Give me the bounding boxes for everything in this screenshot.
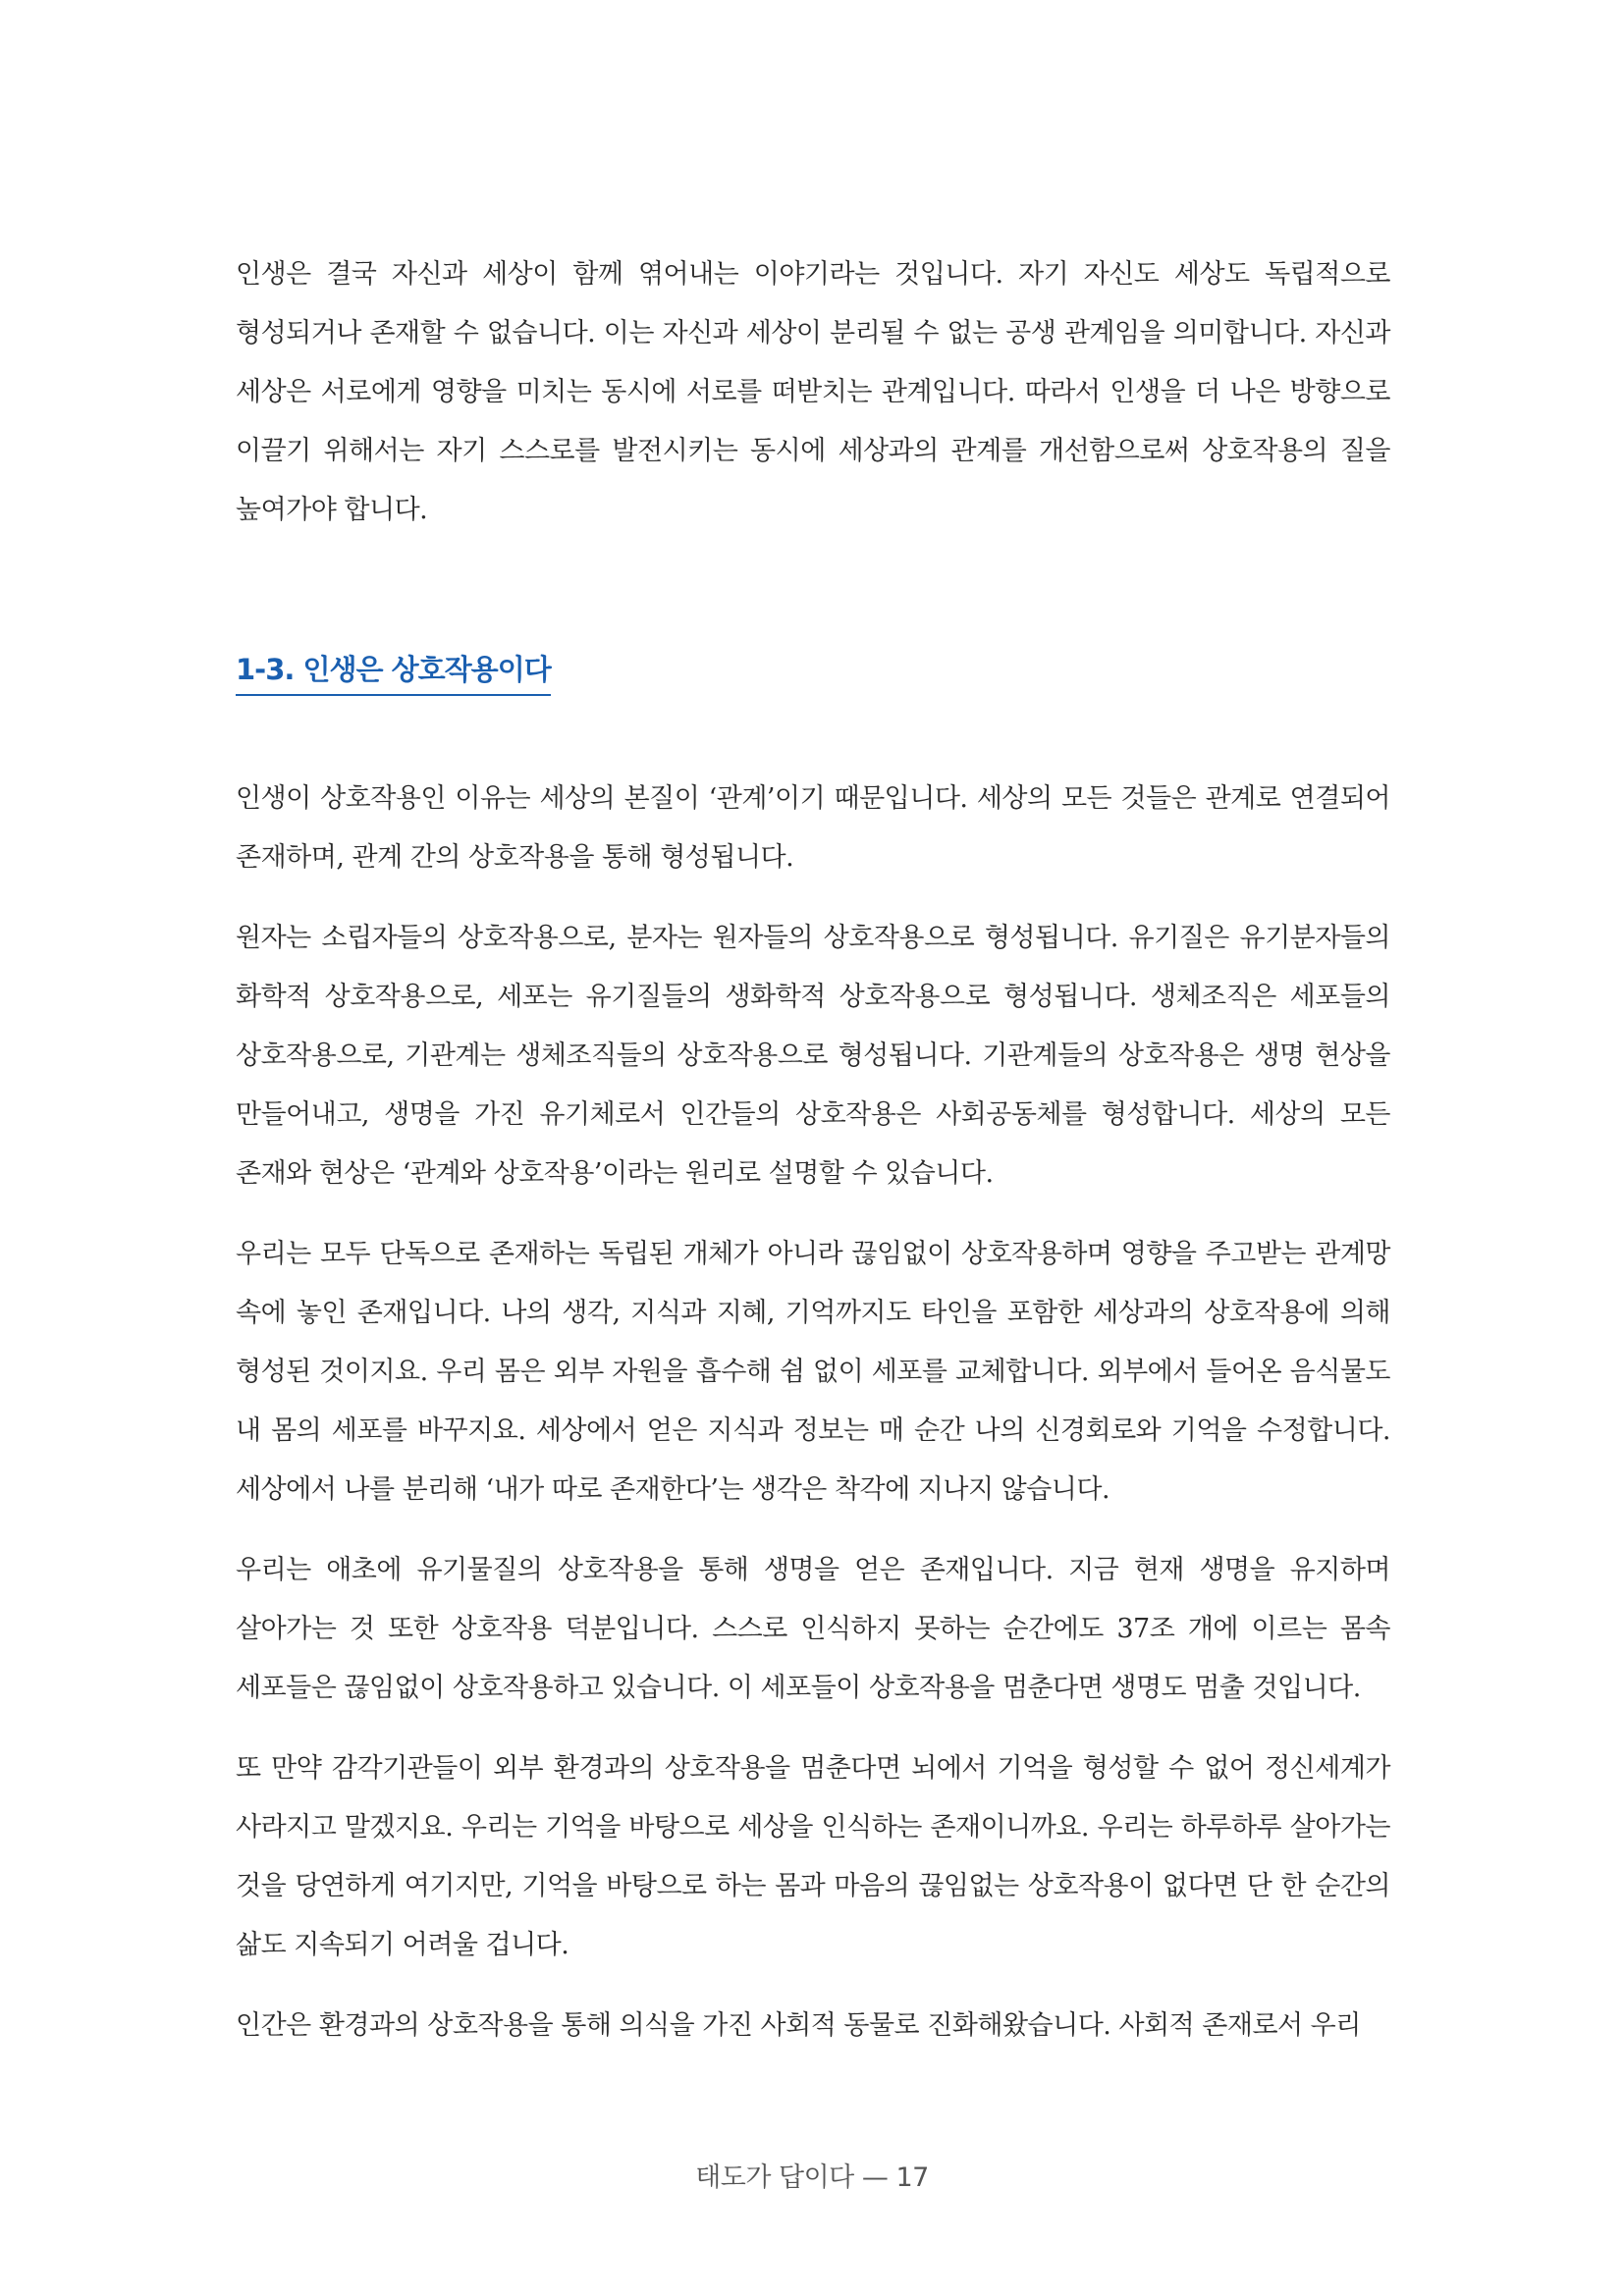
- page-footer: [0, 2156, 1624, 2194]
- footer-separator: —: [861, 2163, 889, 2193]
- section-paragraph-6: 인간은 환경과의 상호작용을 통해 의식을 가진 사회적 동물로 진화해왔습니다. 사회적 존재로서 우리: [236, 2010, 1361, 2041]
- page-number: 17: [895, 2163, 929, 2193]
- intro-paragraph: 인생은 결국 자신과 세상이 함께 엮어내는 이야기라는 것입니다. 자기 자신도 세상도 독립적으로 형성되거나 존재할 수 없습니다. 이는 자신과 세상이 분리될 수 없는 공생 관계임을 의미합니다. 자신과 세상은 서로에게 영향을 미치는 동시에 서로를 떠받치는 관계입니다. 따라서 인생을 더 나은 방향으로 이끌기 위해서는 자기 스스로를 발전시키는 동시에 세상과의 관계를 개선함으로써 상호작용의 질을 높여가야 합니다.: [236, 259, 1390, 525]
- section-paragraph-4: 우리는 애초에 유기물질의 상호작용을 통해 생명을 얻은 존재입니다. 지금 현재 생명을 유지하며 살아가는 것 또한 상호작용 덕분입니다. 스스로 인식하지 못하는 순간에도 37조 개에 이르는 몸속 세포들은 끊임없이 상호작용하고 있습니다. 이 세포들이 상호작용을 멈춘다면 생명도 멈출 것입니다.: [236, 1555, 1390, 1703]
- section-heading: 1-3. 인생은 상호작용이다: [236, 648, 551, 696]
- section-paragraph-3: 우리는 모두 단독으로 존재하는 독립된 개체가 아니라 끊임없이 상호작용하며 영향을 주고받는 관계망 속에 놓인 존재입니다. 나의 생각, 지식과 지혜, 기억까지도 타인을 포함한 세상과의 상호작용에 의해 형성된 것이지요. 우리 몸은 외부 자원을 흡수해 쉼 없이 세포를 교체합니다. 외부에서 들어온 음식물도 내 몸의 세포를 바꾸지요. 세상에서 얻은 지식과 정보는 매 순간 나의 신경회로와 기억을 수정합니다. 세상에서 나를 분리해 ‘내가 따로 존재한다’는 생각은 착각에 지나지 않습니다.: [236, 1239, 1390, 1505]
- section-paragraph-1: 인생이 상호작용인 이유는 세상의 본질이 ‘관계’이기 때문입니다. 세상의 모든 것들은 관계로 연결되어 존재하며, 관계 간의 상호작용을 통해 형성됩니다.: [236, 783, 1390, 873]
- section-paragraph-2: 원자는 소립자들의 상호작용으로, 분자는 원자들의 상호작용으로 형성됩니다. 유기질은 유기분자들의 화학적 상호작용으로, 세포는 유기질들의 생화학적 상호작용으로 형성됩니다. 생체조직은 세포들의 상호작용으로, 기관계는 생체조직들의 상호작용으로 형성됩니다. 기관계들의 상호작용은 생명 현상을 만들어내고, 생명을 가진 유기체로서 인간들의 상호작용은 사회공동체를 형성합니다. 세상의 모든 존재와 현상은 ‘관계와 상호작용’이라는 원리로 설명할 수 있습니다.: [236, 923, 1390, 1189]
- footer-book-title: 태도가 답이다: [695, 2163, 854, 2193]
- page-content: [236, 245, 1390, 2077]
- section-heading-wrap: [236, 648, 1390, 695]
- section-paragraph-5: 또 만약 감각기관들이 외부 환경과의 상호작용을 멈춘다면 뇌에서 기억을 형성할 수 없어 정신세계가 사라지고 말겠지요. 우리는 기억을 바탕으로 세상을 인식하는 존재이니까요. 우리는 하루하루 살아가는 것을 당연하게 여기지만, 기억을 바탕으로 하는 몸과 마음의 끊임없는 상호작용이 없다면 단 한 순간의 삶도 지속되기 어려울 겁니다.: [236, 1753, 1390, 1960]
